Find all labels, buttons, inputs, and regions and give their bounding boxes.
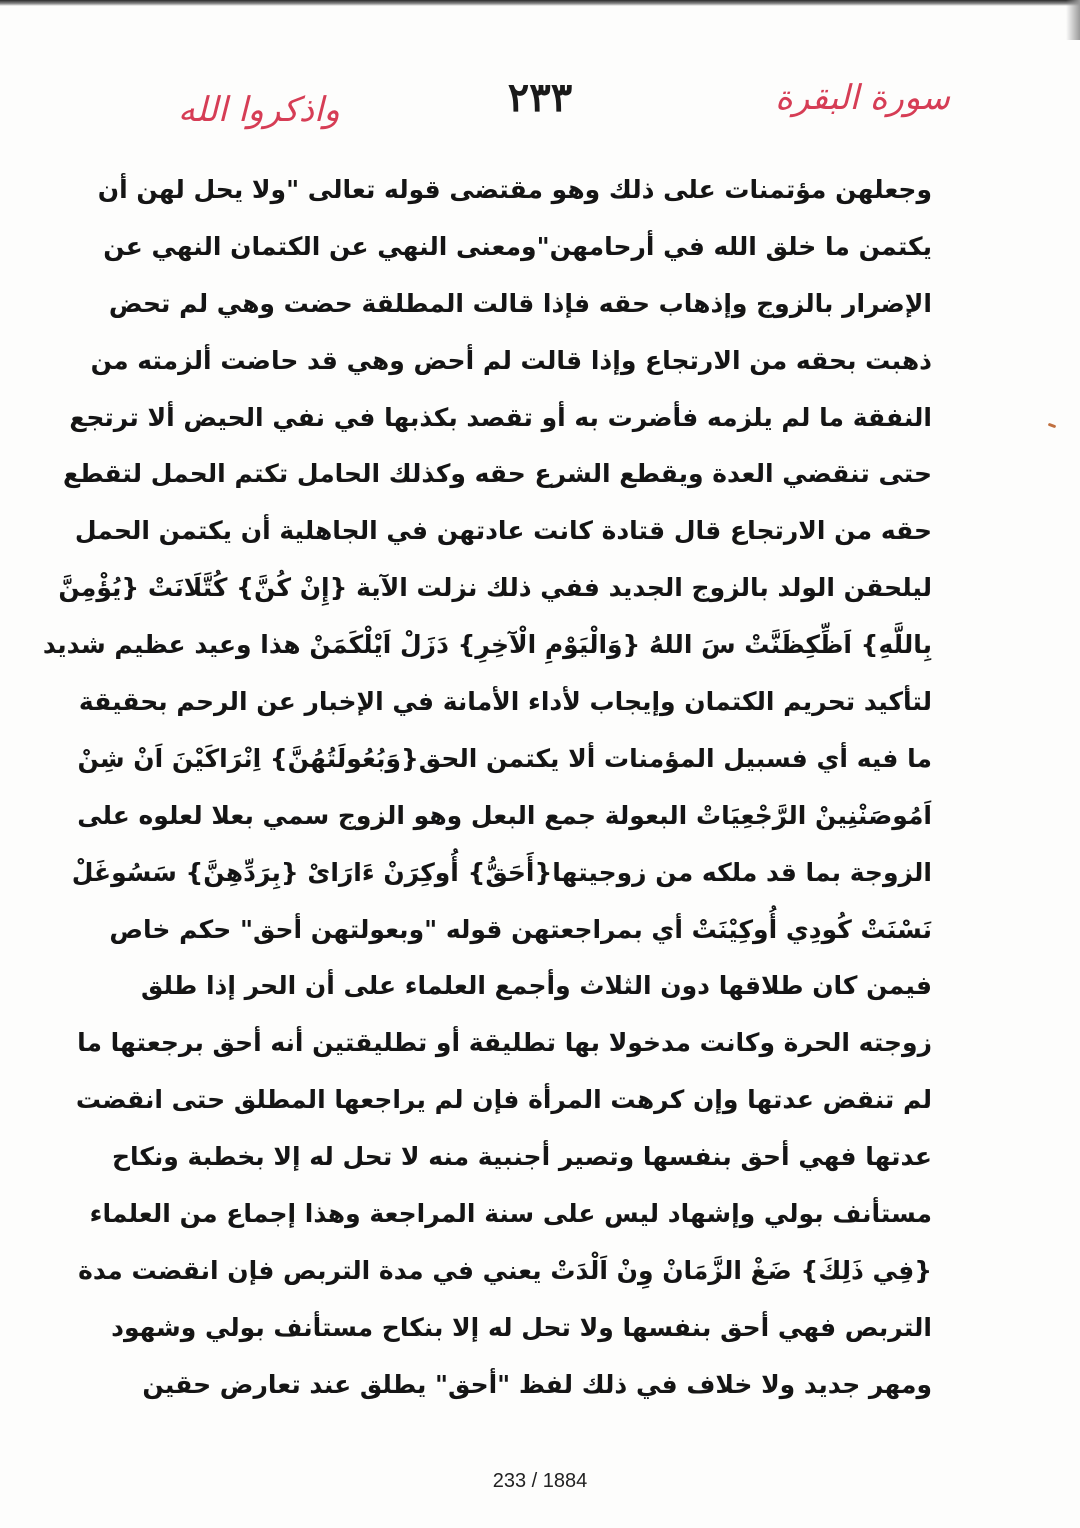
text-line: نَسْنَتْ كُودِي أُوكِيْنَتْ أي بمراجعتهن قوله "وبعولتهن أحق" حكم خاص: [109, 914, 932, 944]
text-line: التربص فهي أحق بنفسها ولا تحل له إلا بنكاح مستأنف بولي وشهود: [111, 1312, 932, 1342]
text-line: بِاللَّهِ} اَظِّكِظَنَّتْ سَ اللهُ {وَالْيَوْمِ الْآخِرِ} دَزَلْ اَيْلْكَمَنْ هذا وعيد عظيم شديد: [42, 630, 932, 660]
handwritten-phrase: واذكروا الله: [178, 90, 340, 130]
text-line: يكتمن ما خلق الله في أرحامهن"ومعنى النهي عن الكتمان النهي عن: [103, 231, 932, 261]
text-line: لم تنقض عدتها وإن كرهت المرأة فإن لم يراجعها المطلق حتى انقضت: [75, 1085, 932, 1115]
text-line: عدتها فهي أحق بنفسها وتصير أجنبية منه لا تحل له إلا بخطبة ونكاح: [111, 1142, 932, 1172]
text-line: الإضرار بالزوج وإذهاب حقه فإذا قالت المطلقة حضت وهي لم تحض: [108, 288, 932, 318]
text-line: ليلحقن الولد بالزوج الجديد ففي ذلك نزلت الآية {إِنْ كُنَّ} كُتَّلَانَتْ {يُؤْمِنَّ: [58, 573, 932, 603]
text-line: حقه من الارتجاع قال قتادة كانت عادتهن في الجاهلية أن يكتمن الحمل: [74, 516, 932, 546]
text-line: حتى تنقضي العدة ويقطع الشرع حقه وكذلك الحامل تكتم الحمل لتقطع: [62, 459, 932, 489]
text-line: {فِي ذَلِكَ} ضَغْ الزَّمَانْ وِنْ اَلْدَتْ يعني في مدة التربص فإن انقضت مدة: [78, 1255, 932, 1285]
scan-top-edge: [0, 0, 1080, 6]
text-line: ومهر جديد ولا خلاف في ذلك لفظ "أحق" يطلق عند تعارض حقين: [142, 1369, 932, 1399]
ink-mark: [1048, 423, 1057, 429]
text-line: اَمُوصَنْنِينْ الرَّجْعِيَاتْ البعولة جمع البعل وهو الزوج سمي بعلا لعلوه على: [77, 800, 932, 830]
text-line: مستأنف بولي وإشهاد ليس على سنة المراجعة وهذا إجماع من العلماء: [89, 1199, 932, 1229]
text-line: ما فيه أي فسبيل المؤمنات ألا يكتمن الحق{وَبُعُولَتُهُنَّ} اِنْرَاكَيْنَ اَنْ شِنْ: [77, 743, 932, 773]
text-line: زوجته الحرة وكانت مدخولا بها تطليقة أو تطليقتين أنه أحق برجعتها ما: [77, 1028, 932, 1058]
text-line: الزوجة بما قد ملكه من زوجيتها{أَحَقُّ} أُوكِرَنْ ءَارَاىْ {بِرَدِّهِنَّ} سَسُوغَلْ: [71, 857, 932, 887]
text-line: ذهبت بحقه من الارتجاع وإذا قالت لم أحض وهي قد حاضت ألزمته من: [90, 345, 932, 375]
text-line: وجعلهن مؤتمنات على ذلك وهو مقتضى قوله تعالى "ولا يحل لهن أن: [97, 175, 932, 204]
handwritten-surah-name: سورة البقرة: [775, 78, 950, 118]
page-counter: 233 / 1884: [492, 1470, 588, 1492]
text-line: لتأكيد تحريم الكتمان وإيجاب لأداء الأمانة في الإخبار عن الرحم بحقيقة: [78, 687, 932, 717]
text-line: فيمن كان طلاقها دون الثلاث وأجمع العلماء على أن الحر إذا طلق: [140, 971, 932, 1001]
text-line: النفقة ما لم يلزمه فأضرت به أو تقصد بكذبها في نفي الحيض ألا ترتجع: [69, 402, 932, 432]
page-number: ٢٣٣: [507, 74, 573, 121]
body-text: [42, 162, 932, 1414]
scan-corner-shadow: [1066, 0, 1080, 40]
